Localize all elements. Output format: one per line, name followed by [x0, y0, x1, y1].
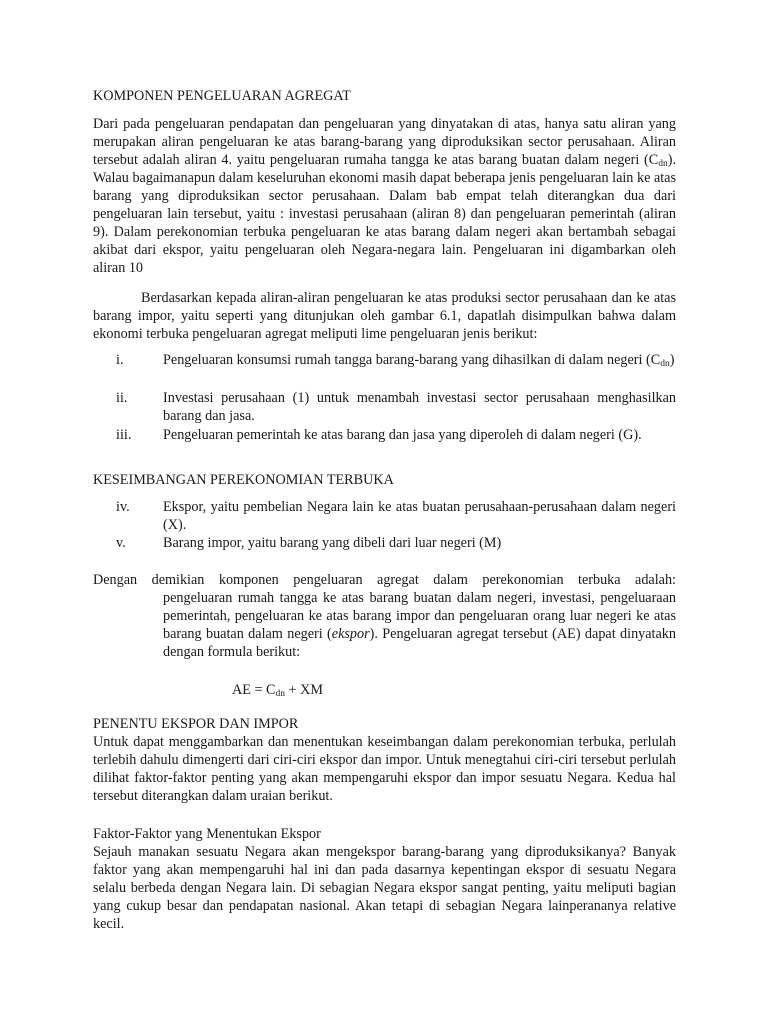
heading-faktor-ekspor: Faktor-Faktor yang Menentukan Ekspor — [93, 826, 321, 842]
list-item: iii. Pengeluaran pemerintah ke atas barang dan jasa yang diperoleh di dalam negeri (G). — [116, 427, 642, 443]
list-item: i. Pengeluaran konsumsi rumah tangga barang-barang yang dihasilkan di dalam negeri $(C_{dn})$ — [116, 352, 675, 369]
formula-ae: AE = $C_{dn}$ + XM — [232, 682, 323, 699]
heading-penentu: PENENTU EKSPOR DAN IMPOR — [93, 716, 299, 732]
list-item: ii. Investasi perusahaan (1) untuk menambah investasi sector perusahaan menghasilkan barang dan jasa. — [116, 390, 676, 424]
heading-komponen: KOMPONEN PENGELUARAN AGREGAT — [93, 88, 351, 104]
paragraph-komponen: Dari pada pengeluaran pendapatan dan pengeluaran yang dinyatakan di atas, hanya satu aliran yang merupakan aliran pengeluaran ke atas barang-barang yang diproduksikan sector perusahaan. Aliran tersebut adalah aliran 4. yaitu pengeluaran rumaha tangga ke atas barang buatan dalam negeri $(C_{dn})$. Walau bagaimanapun dalam keseluruhan ekonomi masih dapat beberapa jenis pengeluaran lain ke atas barang yang diproduksikan sector perusahaan. Dalam bab empat telah diterangkan dua dari pengeluaran lain tersebut, yaitu : investasi perusahaan (aliran 8) dan pengeluaran pemerintah (aliran 9). Dalam perekonomian terbuka pengeluaran ke atas barang dalam negeri akan bertambah sebagai akibat dari ekspor, yaitu pengeluaran oleh Negara-negara lain. Pengeluaran ini digambarkan oleh aliran 10 — [93, 116, 676, 276]
paragraph-penentu: Untuk dapat menggambarkan dan menentukan keseimbangan dalam perekonomian terbuka, perlulah terlebih dahulu dimengerti dari ciri-ciri ekspor dan impor. Untuk menegtahui ciri-ciri tersebut perlulah dilihat faktor-faktor penting yang akan mempengaruhi ekspor dan impor sesuatu Negara. Kedua hal tersebut diterangkan dalam uraian berikut. — [93, 734, 676, 804]
paragraph-komponen-terbuka: Dengan demikian komponen pengeluaran agregat dalam perekonomian terbuka adalah: pengeluaran rumah tangga ke atas barang buatan dalam negeri, investasi, pengeluaraan pemerintah, pengeluaran ke atas barang impor dan pengeluaran orang luar negeri ke atas barang buatan dalam negeri (ekspor). Pengeluaran agregat tersebut (AE) dapat dinyatakn dengan formula berikut: — [93, 572, 676, 660]
list-item: v. Barang impor, yaitu barang yang dibeli dari luar negeri (M) — [116, 535, 502, 551]
list-item: iv. Ekspor, yaitu pembelian Negara lain ke atas buatan perusahaan-perusahaan dalam negeri (X). — [116, 499, 676, 533]
paragraph-faktor-ekspor: Sejauh manakan sesuatu Negara akan mengekspor barang-barang yang diproduksikanya? Banyak faktor yang akan mempengaruhi hal ini dan pada dasarnya kepentingan ekspor di sesuatu Negara selalu berbeda dengan Negara lain. Di sebagian Negara ekspor sangat penting, yaitu meliputi bagian yang cukup besar dan pendapatan nasional. Akan tetapi di sebagian Negara lainperananya relative kecil. — [93, 844, 676, 932]
paragraph-berdasarkan: Berdasarkan kepada aliran-aliran pengeluaran ke atas produksi sector perusahaan dan ke atas barang impor, yaitu seperti yang ditunjukan oleh gambar 6.1, dapatlah disimpulkan bahwa dalam ekonomi terbuka pengeluaran agregat meliputi lime pengeluaran jenis berikut: — [93, 290, 676, 342]
heading-keseimbangan: KESEIMBANGAN PEREKONOMIAN TERBUKA — [93, 472, 394, 488]
